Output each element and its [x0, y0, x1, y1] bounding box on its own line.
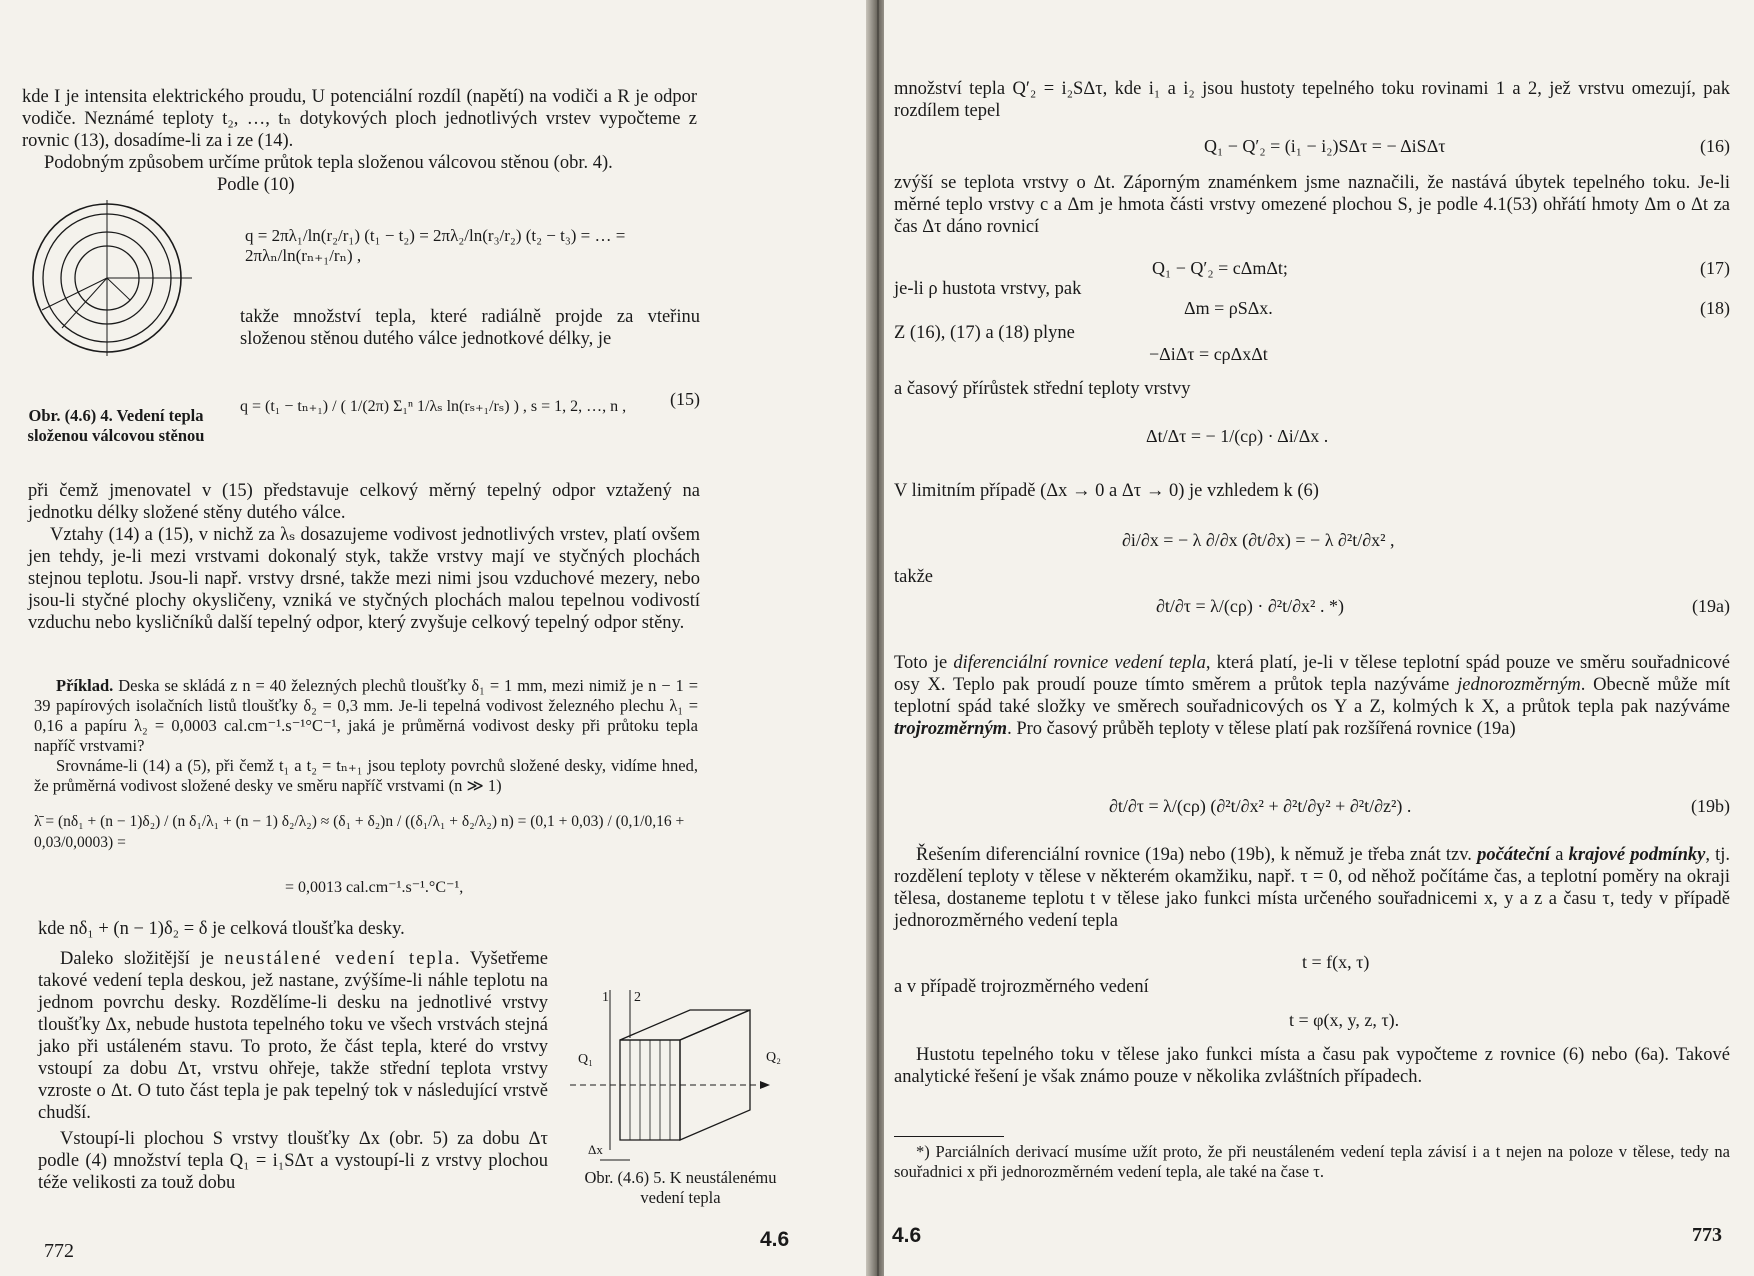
paragraph: Podobným způsobem určíme průtok tepla složenou válcovou stěnou (obr. 4).: [44, 153, 613, 173]
example-label: Příklad.: [56, 676, 114, 695]
right-p3: [894, 278, 1294, 300]
text: . Vyšetřeme takové vedení tepla deskou, jež nastane, zvýšíme-li náhle teplotu na jednom povrchu desky. Rozdělíme-li desku na jednotlivé vrstvy tloušťky Δx, nebude hustota tepelného toku ve všech vrstvách stejná jako při ustáleném stavu. To proto, že část tepla, které do vrstvy vstoupí za dobu Δτ, vrstvu ohřeje, takže střední teplota vrstvy vzroste o Δt. O tuto část tepla je pak tepelný tok v následující vrstvě chudší.: [38, 949, 549, 1123]
right-p1: [894, 78, 1730, 122]
figure-5-label: Q₁: [578, 1052, 593, 1067]
equation-text: q = 2πλ₁/ln(r₂/r₁) (t₁ − t₂) = 2πλ₂/ln(r₃/r₂) (t₂ − t₃) = … = 2πλₙ/ln(rₙ₊₁/rₙ) ,: [245, 226, 626, 265]
equation-text: t = f(x, τ): [1302, 952, 1370, 972]
paragraph: a v případě trojrozměrného vedení: [894, 977, 1149, 997]
paragraph: [34, 676, 698, 756]
left-body: [28, 480, 700, 634]
figure-5-label: Q₂: [766, 1050, 781, 1065]
paragraph: [894, 652, 1730, 740]
paragraph: Z (16), (17) a (18) plyne: [894, 323, 1075, 343]
left-intro: [22, 86, 697, 196]
equation-e: [1289, 1010, 1489, 1031]
paragraph: Vztahy (14) a (15), v nichž za λₛ dosazujeme vodivost jednotlivých vrstev, platí ovšem jen tehdy, je-li mezi vrstvami dokonalý styk, takže vrstvy mají ve styčných plochách stejnou teplotu. Jsou-li např. vrstvy drsné, takže mezi nimi jsou vzduchové mezery, nebo jsou-li styčné plochy okysličeny, vzniká ve styčných plochách malou tepelnou vodivostí vzduchu nebo kysličníků další tepelný odpor, který zvyšuje celkový tepelný odpor stěny.: [28, 525, 700, 633]
paragraph: při čemž jmenovatel v (15) představuje celkový měrný tepelný odpor vztažený na jednotku délky složené stěny dutého válce.: [28, 481, 700, 523]
equation-number: (18): [1700, 298, 1730, 318]
section-number: 4.6: [760, 1228, 790, 1251]
equation-text: q = (t₁ − tₙ₊₁) / ( 1/(2π) Σ₁ⁿ 1/λₛ ln(rₛ₊₁/rₛ) ) , s = 1, 2, …, n ,: [240, 398, 627, 415]
italic-text: jednorozměrným: [1457, 675, 1581, 695]
text: , která platí, je-li v tělese teplotní spád pouze ve směru souřadnicové osy X. Teplo pak proudí pouze tímto směrem a průtok tepla nazýváme: [894, 653, 1731, 695]
italic-text: diferenciální rovnice vedení tepla: [953, 653, 1206, 673]
italic-text: trojrozměrným: [894, 719, 1008, 739]
right-p10: [894, 976, 1394, 998]
equation-text: Q₁ − Q′₂ = cΔmΔt;: [1152, 258, 1288, 278]
example-block: [34, 676, 698, 796]
right-p4: [894, 322, 1294, 344]
equation-text: Δm = ρSΔx.: [1184, 298, 1273, 318]
equation-b: [1146, 426, 1546, 447]
equation-c: [1122, 530, 1622, 551]
text: a: [1555, 845, 1564, 865]
equation-text: Δt/Δτ = − 1/(cρ) · Δi/Δx .: [1146, 426, 1329, 446]
equation-d: [1302, 952, 1502, 973]
page-number: 772: [44, 1240, 74, 1262]
left-p3: [240, 306, 700, 350]
paragraph: je-li ρ hustota vrstvy, pak: [894, 279, 1082, 299]
footnote-rule: [894, 1136, 1004, 1137]
equation-number: (19b): [1691, 796, 1730, 816]
paragraph: množství tepla Q′₂ = i₂SΔτ, kde i₁ a i₂ jsou hustoty tepelného toku rovinami 1 a 2, jež vrstvu omezují, pak rozdílem tepel: [894, 79, 1730, 121]
paragraph: zvýší se teplota vrstvy o Δt. Záporným znaménkem jsme naznačili, že nastává úbytek tepelného toku. Je-li měrné teplo vrstvy c a Δm je hmota části vrstvy omezené plochou S, je podle 4.1(53) ohřátí hmoty Δm o Δt za čas Δτ dáno rovnicí: [894, 173, 1730, 237]
left-p6: [38, 918, 702, 940]
italic-text: krajové podmínky: [1568, 845, 1706, 865]
figure-5-label: 2: [634, 990, 641, 1005]
equation-text: λ̄ = (nδ₁ + (n − 1)δ₂) / (n δ₁/λ₁ + (n − 1) δ₂/λ₂) ≈ (δ₁ + δ₂)n / ((δ₁/λ₁ + δ₂/λ₂) n) = (0,1 + 0,03) / (0,1/0,16 + 0,03/0,0003) =: [34, 813, 685, 851]
paragraph: takže množství tepla, které radiálně projde za vteřinu složenou stěnou dutého válce jednotkové délky, je: [240, 307, 700, 349]
equation-text: ∂t/∂τ = λ/(cρ) (∂²t/∂x² + ∂²t/∂y² + ∂²t/∂z²) .: [1109, 796, 1412, 816]
right-p2: [894, 172, 1730, 238]
equation-example: [34, 810, 704, 852]
paragraph: Srovnáme-li (14) a (5), při čemž t₁ a t₂ = tₙ₊₁ jsou teploty povrchů složené desky, vidíme hned, že průměrná vodivost složené desky ve směru napříč vrstvami (n ≫ 1): [34, 756, 698, 795]
section-number: 4.6: [892, 1224, 922, 1247]
italic-text: počáteční: [1477, 845, 1551, 865]
equation-text: Q₁ − Q′₂ = (i₁ − i₂)SΔτ = − ΔiSΔτ: [1204, 136, 1446, 156]
equation-a: [1149, 344, 1549, 365]
paragraph: kde nδ₁ + (n − 1)δ₂ = δ je celková tloušťka desky.: [38, 919, 405, 939]
left-p7: [38, 948, 548, 1194]
text: Daleko složitější je: [60, 949, 214, 969]
equation-text: ∂t/∂τ = λ/(cρ) · ∂²t/∂x² . *): [1156, 596, 1344, 616]
equation-text: −ΔiΔτ = cρΔxΔt: [1149, 344, 1268, 364]
figure-5-label: 1: [602, 990, 609, 1005]
text: , tj. rozdělení teploty v tělese v některém okamžiku, např. τ = 0, od něhož počítáme čas, a teplotní poměry na okraji tělesa, dostaneme teplotu t v tělese jako funkci místa určeného souřadnicemi x, y a z a času τ, tedy v případě jednorozměrného vedení tepla: [894, 845, 1731, 931]
right-p7: [894, 566, 1094, 588]
paragraph: Vstoupí-li plochou S vrstvy tloušťky Δx (obr. 5) za dobu Δτ podle (4) množství tepla Q₁ = i₁SΔτ a vystoupí-li z vrstvy plochou téže velikosti za touž dobu: [38, 1129, 548, 1193]
equation-number: (15): [670, 389, 700, 409]
equation-number: (16): [1700, 136, 1730, 156]
footnote: [894, 1142, 1730, 1182]
text: Toto je: [894, 653, 948, 673]
right-p6: [894, 480, 1594, 502]
equation-text: ∂i/∂x = − λ ∂/∂x (∂t/∂x) = − λ ∂²t/∂x² ,: [1122, 530, 1395, 550]
equation-15: [240, 389, 700, 416]
equation-number: (17): [1700, 258, 1730, 278]
right-page: [884, 0, 1754, 1276]
footnote-text: *) Parciálních derivací musíme užít proto, že při neustáleném vedení tepla závisí i a t nejen na poloze v tělese, tedy na souřadnici x při jednorozměrném vedení tepla, ale také na čase τ.: [894, 1142, 1730, 1181]
equation-10: [245, 226, 715, 266]
paragraph: Hustotu tepelného toku v tělese jako funkci místa a času pak vypočteme z rovnice (6) nebo (6a). Takové analytické řešení je však známo pouze v několika zvláštních případech.: [894, 1045, 1730, 1087]
figure-5-caption: Obr. (4.6) 5. K neustálenému vedení tepla: [584, 1168, 777, 1207]
paragraph: Podle (10): [217, 175, 295, 195]
right-p8: [894, 652, 1730, 740]
page-number: 773: [1692, 1224, 1722, 1246]
left-page: [0, 0, 872, 1276]
paragraph: a časový přírůstek střední teploty vrstvy: [894, 379, 1191, 399]
right-p11: [894, 1044, 1730, 1088]
paragraph: [894, 844, 1730, 932]
equation-example-result: [285, 876, 705, 897]
equation-text: = 0,0013 cal.cm⁻¹.s⁻¹.°C⁻¹,: [285, 879, 464, 896]
paragraph: kde I je intensita elektrického proudu, U potenciální rozdíl (napětí) na vodiči a R je odpor vodiče. Neznámé teploty t₂, …, tₙ dotykových ploch jednotlivých vrstev vypočteme z rovnic (13), dosadíme-li za i ze (14).: [22, 87, 697, 151]
figure-5-label: Δx: [588, 1142, 603, 1157]
emphasis-text: neustálené vedení tepla: [224, 949, 456, 969]
paragraph: takže: [894, 567, 934, 587]
equation-text: t = φ(x, y, z, τ).: [1289, 1010, 1400, 1030]
equation-number: (19a): [1692, 596, 1730, 616]
figure-4-diagram: [22, 200, 212, 360]
text: Řešením diferenciální rovnice (19a) nebo (19b), k němuž je třeba znát tzv.: [916, 845, 1472, 865]
paragraph: [38, 948, 548, 1124]
right-p9: [894, 844, 1730, 932]
example-text: Deska se skládá z n = 40 železných plechů tloušťky δ₁ = 1 mm, mezi nimiž je n − 1 = 39 papírových isolačních listů tloušťky δ₂ = 0,3 mm. Je-li tepelná vodivost železného plechu λ₁ = 0,16 a papíru λ₂ = 0,0003 cal.cm⁻¹.s⁻¹°C⁻¹, jaká je průměrná vodivost desky při průtoku tepla napříč vrstvami?: [34, 676, 699, 755]
text: . Obecně může mít teplotní spád také složky ve směrech souřadnicových os Y a Z, kolmých k X, a průtok tepla pak nazýváme: [894, 675, 1731, 717]
figure-4-caption: Obr. (4.6) 4. Vedení tepla složenou válcovou stěnou: [27, 406, 205, 445]
right-p5: [894, 378, 1394, 400]
paragraph: V limitním případě (Δx → 0 a Δτ → 0) je vzhledem k (6): [894, 481, 1319, 501]
text: . Pro časový průběh teploty v tělese platí pak rozšířená rovnice (19a): [1007, 719, 1516, 739]
